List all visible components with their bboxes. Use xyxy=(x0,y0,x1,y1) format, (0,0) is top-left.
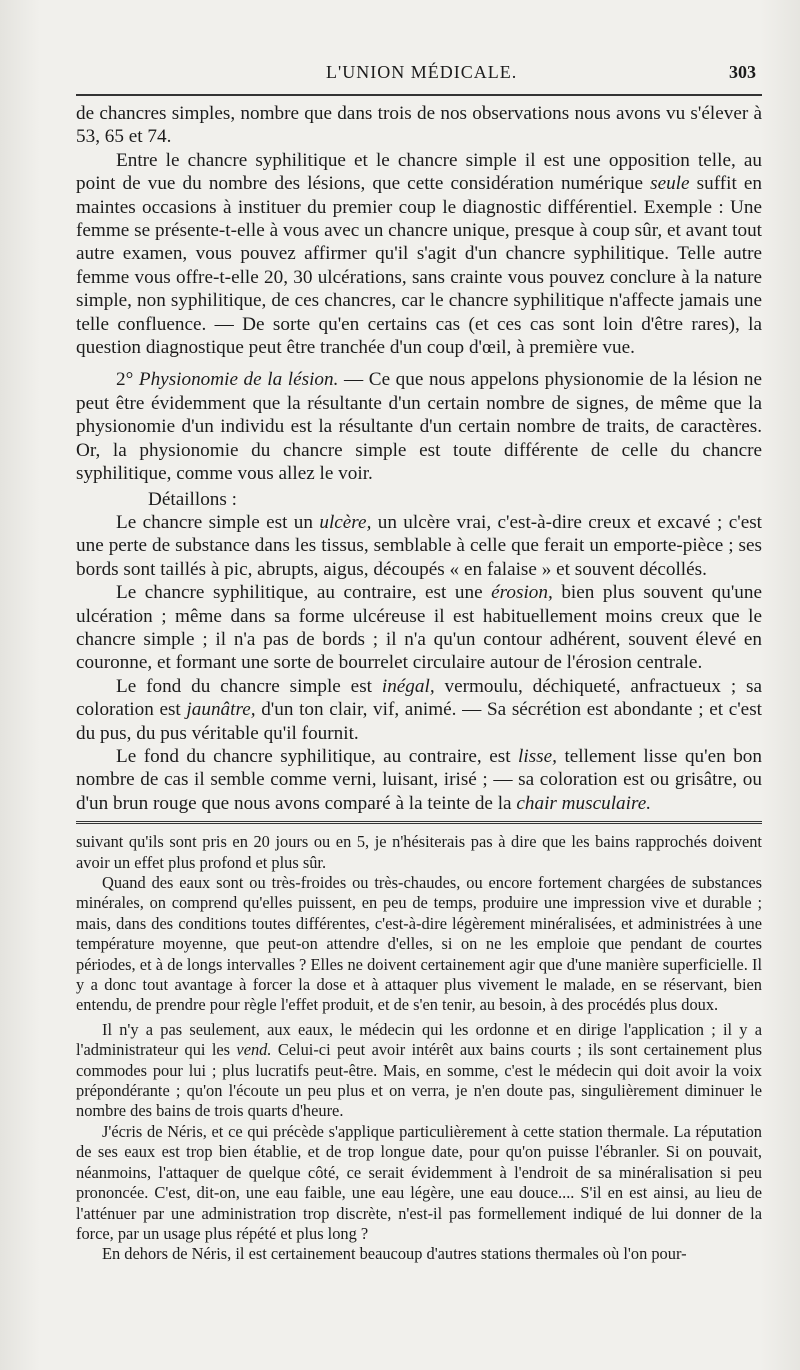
feuilleton-text xyxy=(76,832,762,1265)
page-number: 303 xyxy=(729,62,756,82)
note-paragraph: J'écris de Néris, et ce qui précède s'applique particulièrement à cette station thermale. La réputation de ses eaux est trop bien établie, et de trop longue date, pour qu'on puisse l'ébranler. Si on pouvait, néanmoins, l'attaquer de quelque côté, ce serait évidemment à l'endroit de sa minéralisation si peu prononcée. C'est, dit-on, une eau faible, une eau légère, une eau douce.... S'il en est ainsi, au lieu de l'atténuer par une administration trop discrète, n'est-il pas formellement indiqué de lui donner de la force, par un usage plus répété et plus long ? xyxy=(76,1121,762,1243)
paragraph: de chancres simples, nombre que dans trois de nos observations nous avons vu s'élever à 53, 65 et 74. xyxy=(76,103,762,148)
paragraph: Le fond du chancre simple est inégal, vermoulu, déchiqueté, anfractueux ; sa coloration est jaunâtre, d'un ton clair, vif, animé. — Sa sécrétion est abondante ; et c'est du pus, du pus véritable qu'il fournit. xyxy=(76,675,762,744)
header-rule xyxy=(76,94,762,96)
note-paragraph: Il n'y a pas seulement, aux eaux, le médecin qui les ordonne et en dirige l'application ; il y a l'administrateur qui les vend. Celui-ci peut avoir intérêt aux bains courts ; ils sont certainement plus commodes pour lui ; plus lucratifs peut-être. Mais, en somme, c'est le médecin qui doit avoir la voix prépondérante ; qu'on l'écoute un peu plus et on verra, je n'en doute pas, singulièrement diminuer le nombre des bains de trois quarts d'heure. xyxy=(76,1019,763,1121)
section-heading: Physionomie de la lésion. xyxy=(138,369,339,391)
paragraph: Entre le chancre syphilitique et le chancre simple il est une opposition telle, au point de vue du nombre des lésions, que cette considération numérique seule suffit en maintes occasions à instituer du premier coup le diagnostic différentiel. Exemple : Une femme se présente-t-elle à vous avec un chancre unique, presque à coup sûr, et avant tout autre examen, vous pouvez affirmer qu'il s'agit d'un chancre syphilitique. Telle autre femme vous offre-t-elle 20, 30 ulcérations, sans crainte vous pouvez conclure à la nature simple, non syphilitique, de ces chancres, car le chancre syphilitique n'affecte jamais une telle confluence. — De sorte qu'en certains cas (et ces cas sont loin d'être rares), la question diagnostique peut être tranchée d'un coup d'œil, à première vue. xyxy=(76,149,762,359)
note-paragraph: En dehors de Néris, il est certainement beaucoup d'autres stations thermales où l'on pour- xyxy=(102,1244,687,1264)
running-header xyxy=(76,58,762,88)
footnote-rule xyxy=(76,821,762,824)
paragraph: Le chancre syphilitique, au contraire, est une érosion, bien plus souvent qu'une ulcération ; même dans sa forme ulcéreuse il est habituellement moins creux que le chancre simple ; il n'a pas de bords ; il n'a qu'un contour adhérent, souvent élevé en couronne, et formant une sorte de bourrelet circulaire autour de l'érosion centrale. xyxy=(76,582,762,674)
paragraph: Le chancre simple est un ulcère, un ulcère vrai, c'est-à-dire creux et excavé ; c'est une perte de substance dans les tissus, semblable à celle que ferait un emporte-pièce ; ses bords sont taillés à pic, abrupts, aigus, découpés « en falaise » et souvent décollés. xyxy=(76,511,763,580)
note-paragraph: Quand des eaux sont ou très-froides ou très-chaudes, ou encore fortement chargées de substances minérales, on comprend qu'elles puissent, en peu de temps, produire une impression vive et durable ; mais, dans des conditions toutes différentes, c'est-à-dire légèrement minéralisées, et administrées à une température moyenne, que peut-on attendre d'elles, si on ne les emploie que pendant de courtes périodes, et à de longs intervalles ? Elles ne doivent certainement agir que d'une manière superficielle. Il y a donc tout avantage à forcer la dose et à attaquer plus vivement le malade, en se réservant, bien entendu, de prendre pour règle l'effet produit, et de s'en tenir, au besoin, à des procédés plus doux. xyxy=(76,873,762,1015)
paragraph: Détaillons : xyxy=(148,488,237,510)
section-paragraph: 2° Physionomie de la lésion. — Ce que nous appelons physionomie de la lésion ne peut être évidemment que la résultante d'un certain nombre de signes, de même que la physionomie d'un individu est la résultante d'un certain nombre de traits, de caractères. Or, la physionomie du chancre simple est toute différente de celle du chancre syphilitique, comme vous allez le voir. xyxy=(76,369,762,485)
note-paragraph: suivant qu'ils sont pris en 20 jours ou en 5, je n'hésiterais pas à dire que les bains rapprochés doivent avoir un effet plus profond et plus sûr. xyxy=(76,832,762,872)
journal-title: L'UNION MÉDICALE. xyxy=(326,62,518,82)
paragraph: Le fond du chancre syphilitique, au contraire, est lisse, tellement lisse qu'en bon nombre de cas il semble comme verni, luisant, irisé ; — sa coloration est ou grisâtre, ou d'un brun rouge que nous avons comparé à la teinte de la chair musculaire. xyxy=(76,745,762,814)
main-text xyxy=(76,102,762,815)
